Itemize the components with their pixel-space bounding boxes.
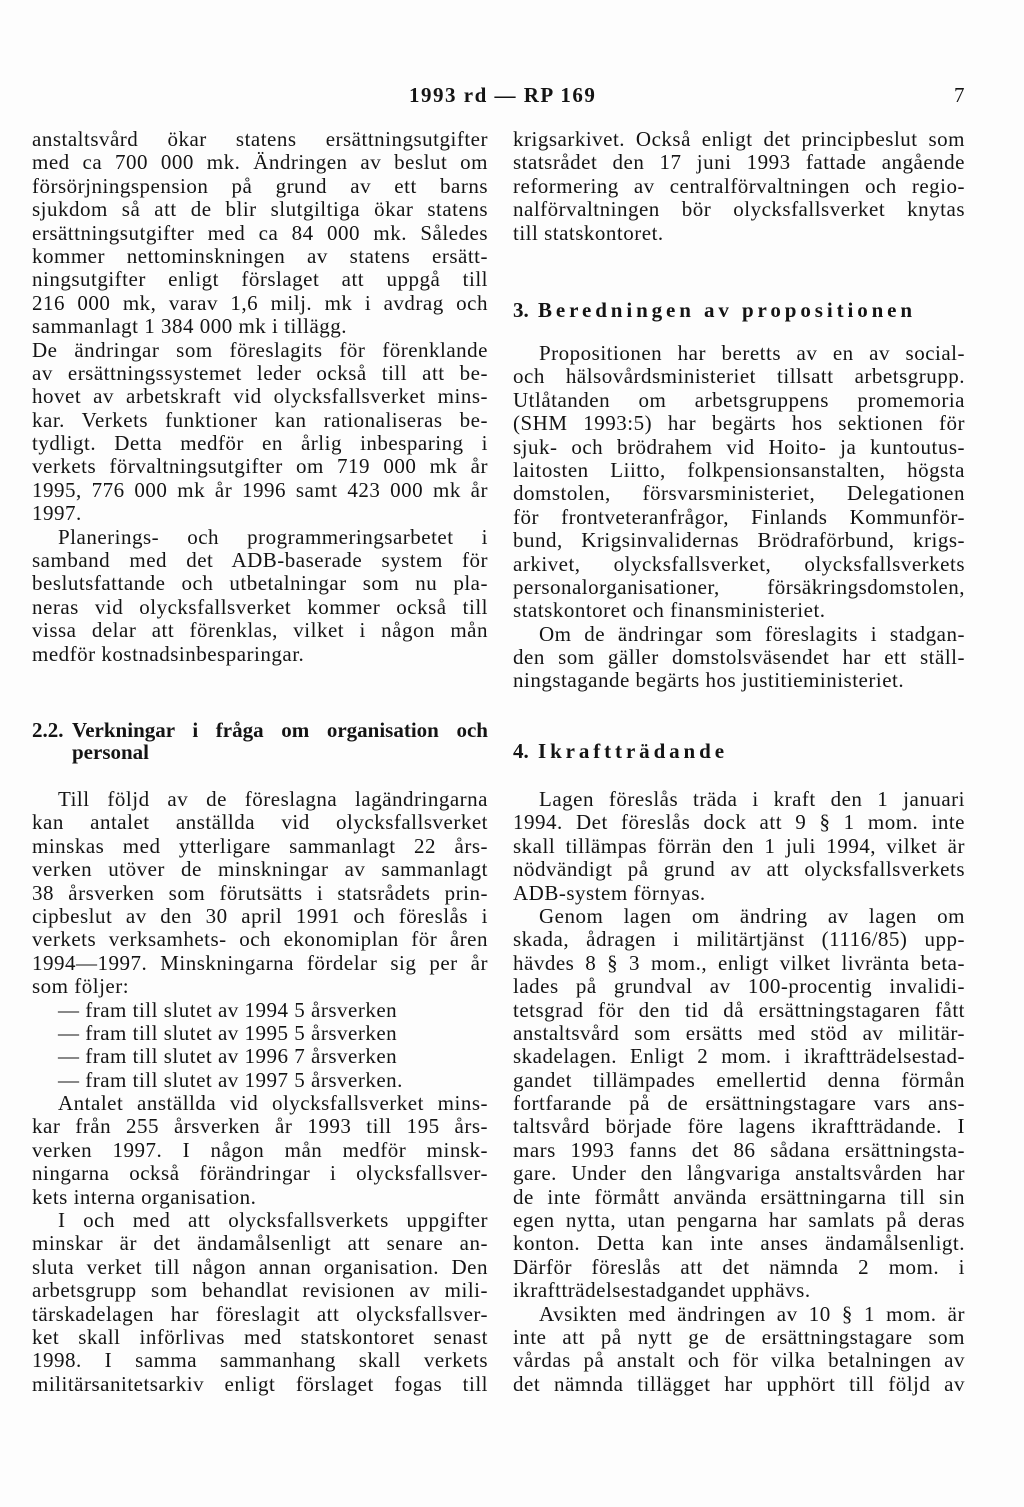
- text-line: anstaltsvård som ersätts med stöd av militär-: [513, 1020, 965, 1045]
- text-line: 1994. Det föreslås dock att 9 § 1 mom. inte: [513, 810, 965, 835]
- text-line: ikraftträdelsestadgandet upphävs.: [513, 1278, 811, 1303]
- text-line: bund, Krigsinvalidernas Brödraförbund, krigs-: [513, 528, 965, 553]
- text-line: domstolen, försvarsministeriet, Delegationen: [513, 481, 965, 506]
- section-heading: [513, 740, 728, 763]
- text-line: till statskontoret.: [513, 220, 664, 245]
- text-line: konton. Detta kan inte anses ändamålsenligt.: [513, 1231, 965, 1256]
- text-line: Till följd av de föreslagna lagändringarna: [58, 787, 488, 811]
- text-line: beslutsfattande och utbetalningar som nu pla-: [32, 571, 488, 596]
- text-line: 38 årsverken som förutsätts i statsrådets prin-: [32, 880, 488, 905]
- text-line: statskontoret och finansministeriet.: [513, 598, 826, 623]
- text-line: hävdes 8 § 3 mom., enligt vilket livränta beta-: [513, 950, 965, 975]
- section-number: 3.: [513, 298, 529, 322]
- text-line: för frontveteranfrågor, Finlands Kommunför-: [513, 504, 965, 529]
- text-line: Lagen föreslås träda i kraft den 1 januari: [539, 787, 965, 811]
- section-number: 2.2.: [32, 718, 64, 742]
- text-line: I och med att olycksfallsverkets uppgifter: [58, 1208, 488, 1233]
- paragraph: [513, 1303, 965, 1397]
- text-line: vårdas på anstalt och för vilka betalningen av: [513, 1348, 965, 1373]
- text-line: 1997.: [32, 501, 82, 526]
- text-line: inte att på nytt ge de ersättningstagare som: [513, 1324, 965, 1349]
- text-line: taltsvård började före lagens ikraftträdande. I: [513, 1114, 965, 1139]
- text-line: skada, ådragen i militärtjänst (1116/85) upp-: [513, 927, 965, 952]
- list-item: — fram till slutet av 1997 5 årsverken.: [58, 1067, 403, 1092]
- text-line: sluta verket till någon annan organisation. Den: [32, 1254, 488, 1279]
- text-line: kan antalet anställda vid olycksfallsverket: [32, 810, 488, 835]
- list-item: — fram till slutet av 1996 7 årsverken: [58, 1044, 398, 1069]
- text-line: gandet tillämpades emellertid denna förmån: [513, 1067, 965, 1092]
- text-line: kar. Verkets funktioner kan rationaliseras be-: [32, 407, 488, 432]
- paragraph: [513, 623, 965, 693]
- text-line: egen nytta, utan pengarna har samlats på deras: [513, 1208, 965, 1233]
- text-line: Avsikten med ändringen av 10 § 1 mom. är: [539, 1301, 965, 1326]
- text-line: hovet av arbetskraft vid olycksfallsverket mins-: [32, 384, 488, 409]
- left-column-top: [32, 128, 488, 666]
- section-title: Beredningen av propositionen: [538, 298, 916, 322]
- text-line: verken utöver de minskningar av sammanlagt: [32, 857, 488, 882]
- text-line: som följer:: [32, 974, 130, 999]
- text-line: Genom lagen om ändring av lagen om: [539, 903, 965, 928]
- text-line: arbetsgrupp som behandlat revisionen av mili-: [32, 1278, 488, 1303]
- right-column-section-3-body: [513, 342, 965, 693]
- text-line: militärsanitetsarkiv enligt förslaget fogas till: [32, 1371, 488, 1396]
- text-line: ningarna också förändringar i olycksfallsver-: [32, 1161, 488, 1186]
- text-line: minskar är det ändamålsenligt att senare an-: [32, 1231, 488, 1256]
- text-line: samband med det ADB-baserade system för: [32, 548, 488, 573]
- text-line: vissa delar att förenklas, vilket i någon mån: [32, 618, 488, 643]
- list-item: — fram till slutet av 1995 5 årsverken: [58, 1020, 398, 1045]
- text-line: verkets förvaltningsutgifter om 719 000 mk år: [32, 454, 488, 479]
- text-line: Planerings- och programmeringsarbetet i: [58, 524, 488, 549]
- section-title-line: personal: [72, 740, 150, 764]
- text-line: sjuk- och brödrahem vid Hoito- ja kuntoutus-: [513, 434, 965, 459]
- text-line: (SHM 1993:5) har begärts hos sektionen för: [513, 411, 965, 436]
- text-line: de inte förmått använda ersättningarna till sin: [513, 1184, 965, 1209]
- text-line: neras vid olycksfallsverket kommer också till: [32, 594, 488, 619]
- text-line: mars 1993 fanns det 86 sådana ersättningsta-: [513, 1137, 965, 1162]
- text-line: reformering av centralförvaltningen och regio-: [513, 173, 965, 198]
- section-heading: [513, 299, 916, 322]
- text-line: skall tillämpas förrän den 1 juli 1994, vilket är: [513, 833, 965, 858]
- paragraph: [513, 342, 965, 623]
- text-line: sammanlagt 1 384 000 mk i tillägg.: [32, 314, 348, 339]
- text-line: personalorganisationer, försäkringsdomstolen,: [513, 574, 965, 599]
- section-title-line: Verkningar i fråga om organisation och: [72, 718, 488, 742]
- text-line: laitosten Liitto, folkpensionsanstalten, högsta: [513, 457, 965, 482]
- section-heading: [32, 719, 488, 763]
- text-line: ersättningsutgifter med ca 84 000 mk. Således: [32, 220, 488, 245]
- text-line: tärskadelagen har föreslagit att olycksfallsver-: [32, 1301, 488, 1326]
- text-line: arkivet, olycksfallsverket, olycksfallsverkets: [513, 551, 965, 576]
- right-column-section-4-body: [513, 788, 965, 1396]
- left-column-section-body: [32, 788, 488, 1396]
- paragraph: [32, 526, 488, 666]
- text-line: ningsutgifter enligt förslaget att uppgå till: [32, 267, 488, 292]
- text-line: verkets verksamhets- och ekonomiplan för åren: [32, 927, 488, 952]
- text-line: kar från 255 årsverken år 1993 till 195 års-: [32, 1114, 488, 1139]
- text-line: sjukdom så att de blir slutgiltiga ökar statens: [32, 197, 488, 222]
- text-line: cipbeslut av den 30 april 1991 och föreslås i: [32, 903, 488, 928]
- page-number: 7: [954, 83, 965, 107]
- text-line: av ersättningssystemet leder också till att be-: [32, 360, 488, 385]
- text-line: Antalet anställda vid olycksfallsverket mins-: [58, 1091, 488, 1116]
- section-number: 4.: [513, 739, 529, 763]
- paragraph: [513, 788, 965, 905]
- text-line: det nämnda tillägget har upphört till följd av: [513, 1371, 965, 1396]
- section-title: Ikraftträdande: [538, 739, 728, 763]
- text-line: ningstagande begärts hos justitieministeriet.: [513, 668, 905, 693]
- text-line: skadelagen. Enligt 2 mom. i ikraftträdelsestad-: [513, 1044, 965, 1069]
- text-line: med ca 700 000 mk. Ändringen av beslut om: [32, 150, 488, 175]
- text-line: medför kostnadsinbesparingar.: [32, 641, 305, 666]
- paragraph: [32, 339, 488, 526]
- text-line: Därför föreslås att det nämnda 2 mom. i: [513, 1254, 965, 1279]
- right-column-top: [513, 128, 965, 245]
- text-line: fortfarande på de ersättningstagare vars ans-: [513, 1091, 965, 1116]
- text-line: 1998. I samma sammanhang skall verkets: [32, 1348, 488, 1373]
- text-line: tetsgrad för den tid då ersättningstagaren fått: [513, 997, 965, 1022]
- dash-list: [32, 999, 488, 1093]
- text-line: minskas med ytterligare sammanlagt 22 års-: [32, 833, 488, 858]
- text-line: kommer nettominskningen av statens ersätt-: [32, 243, 488, 268]
- paragraph: [32, 1092, 488, 1209]
- text-line: ket skall införlivas med statskontoret senast: [32, 1324, 488, 1349]
- text-line: Utlåtanden om arbetsgruppens promemoria: [513, 387, 965, 412]
- text-line: 1995, 776 000 mk år 1996 samt 423 000 mk år: [32, 477, 488, 502]
- text-line: 1994—1997. Minskningarna fördelar sig per år: [32, 950, 488, 975]
- text-line: nödvändigt på grund av att olycksfallsverkets: [513, 857, 965, 882]
- text-line: anstaltsvård ökar statens ersättningsutgifter: [32, 127, 488, 151]
- text-line: Om de ändringar som föreslagits i stadgan-: [539, 621, 965, 646]
- text-line: nalförvaltningen bör olycksfallsverket knytas: [513, 197, 965, 222]
- paragraph: [32, 788, 488, 999]
- text-line: och hälsovårdsministeriet tillsatt arbetsgrupp.: [513, 364, 965, 389]
- paragraph: [32, 1209, 488, 1396]
- paragraph: [32, 128, 488, 339]
- text-line: gare. Under den långvariga anstaltsvården har: [513, 1161, 965, 1186]
- running-header: 1993 rd — RP 169: [409, 83, 597, 107]
- paragraph: [513, 128, 965, 245]
- text-line: De ändringar som föreslagits för förenklande: [32, 337, 488, 362]
- text-line: tydligt. Detta medför en årlig inbesparing i: [32, 431, 488, 456]
- text-line: lades på grundval av 100-procentig invalidi-: [513, 974, 965, 999]
- paragraph: [513, 905, 965, 1303]
- list-item: — fram till slutet av 1994 5 årsverken: [58, 997, 398, 1022]
- text-line: verken 1997. I någon mån medför minsk-: [32, 1137, 488, 1162]
- text-line: 216 000 mk, varav 1,6 milj. mk i avdrag och: [32, 290, 488, 315]
- text-line: statsrådet den 17 juni 1993 fattade angående: [513, 150, 965, 175]
- text-line: ADB-system förnyas.: [513, 880, 706, 905]
- text-line: Propositionen har beretts av en av social-: [539, 341, 965, 365]
- text-line: den som gäller domstolsväsendet har ett ställ-: [513, 645, 965, 670]
- text-line: krigsarkivet. Också enligt det principbeslut som: [513, 127, 965, 151]
- text-line: försörjningspension på grund av ett barns: [32, 173, 488, 198]
- text-line: kets interna organisation.: [32, 1184, 257, 1209]
